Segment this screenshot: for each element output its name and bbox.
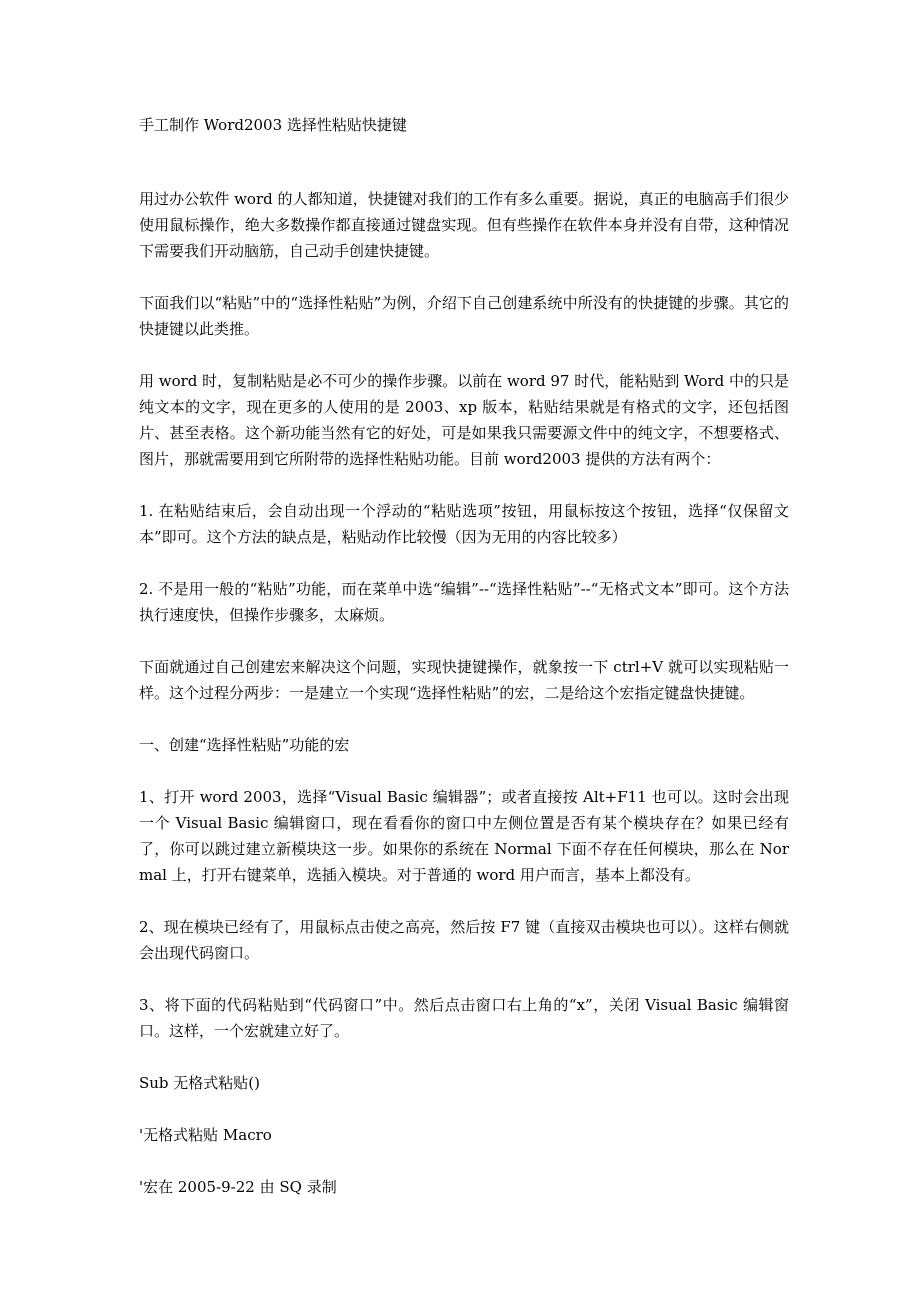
paragraph-method-1: 1. 在粘贴结束后，会自动出现一个浮动的“粘贴选项”按钮，用鼠标按这个按钮，选择“仅保留文本”即可。这个方法的缺点是，粘贴动作比较慢（因为无用的内容比较多） <box>139 502 789 546</box>
paragraph-step-2: 2、现在模块已经有了，用鼠标点击使之高亮，然后按 F7 键（直接双击模块也可以）。这样右侧就会出现代码窗口。 <box>139 918 789 962</box>
paragraph-step-3: 3、将下面的代码粘贴到“代码窗口”中。然后点击窗口右上角的“x”，关闭 Visual Basic 编辑窗口。这样，一个宏就建立好了。 <box>139 996 789 1040</box>
spacer <box>139 966 789 992</box>
code-line-comment-macro: '无格式粘贴 Macro <box>139 1126 272 1144</box>
spacer <box>139 472 789 498</box>
paragraph-method-2: 2. 不是用一般的“粘贴”功能，而在菜单中选“编辑”--“选择性粘贴”--“无格式文本”即可。这个方法执行速度快，但操作步骤多，太麻烦。 <box>139 580 789 624</box>
spacer <box>139 342 789 368</box>
spacer <box>139 264 789 290</box>
spacer <box>139 136 789 186</box>
spacer <box>139 1096 789 1122</box>
paragraph-intro: 用过办公软件 word 的人都知道，快捷键对我们的工作有多么重要。据说，真正的电脑高手们很少使用鼠标操作，绝大多数操作都直接通过键盘实现。但有些操作在软件本身并没有自带，这种情况下需要我们开动脑筋，自己动手创建快捷键。 <box>139 190 789 260</box>
spacer <box>139 706 789 732</box>
spacer <box>139 550 789 576</box>
code-line-comment-date: '宏在 2005-9-22 由 SQ 录制 <box>139 1178 337 1196</box>
paragraph-background: 用 word 时，复制粘贴是必不可少的操作步骤。以前在 word 97 时代，能粘贴到 Word 中的只是纯文本的文字，现在更多的人使用的是 2003、xp 版本，粘贴结果就是有格式的文字，还包括图片、甚至表格。这个新功能当然有它的好处，可是如果我只需要源文件中的纯文字，不想要格式、图片，那就需要用到它所附带的选择性粘贴功能。目前 word2003 提供的方法有两个： <box>139 372 789 468</box>
code-line-sub: Sub 无格式粘贴() <box>139 1074 261 1092</box>
spacer <box>139 628 789 654</box>
document-title: 手工制作 Word2003 选择性粘贴快捷键 <box>139 116 407 134</box>
spacer <box>139 888 789 914</box>
spacer <box>139 1148 789 1174</box>
document-page <box>139 114 789 1200</box>
spacer <box>139 1044 789 1070</box>
paragraph-example: 下面我们以“粘贴”中的“选择性粘贴”为例，介绍下自己创建系统中所没有的快捷键的步骤。其它的快捷键以此类推。 <box>139 294 789 338</box>
paragraph-solution: 下面就通过自己创建宏来解决这个问题，实现快捷键操作，就象按一下 ctrl+V 就可以实现粘贴一样。这个过程分两步：一是建立一个实现“选择性粘贴”的宏，二是给这个宏指定键盘快捷键。 <box>139 658 789 702</box>
spacer <box>139 758 789 784</box>
paragraph-step-1: 1、打开 word 2003，选择“Visual Basic 编辑器”；或者直接按 Alt+F11 也可以。这时会出现一个 Visual Basic 编辑窗口，现在看看你的窗口中左侧位置是否有某个模块存在？如果已经有了，你可以跳过建立新模块这一步。如果你的系统在 Normal 下面不存在任何模块，那么在 Normal 上，打开右键菜单，选插入模块。对于普通的 word 用户而言，基本上都没有。 <box>139 788 789 884</box>
section-heading: 一、创建“选择性粘贴”功能的宏 <box>139 736 350 754</box>
